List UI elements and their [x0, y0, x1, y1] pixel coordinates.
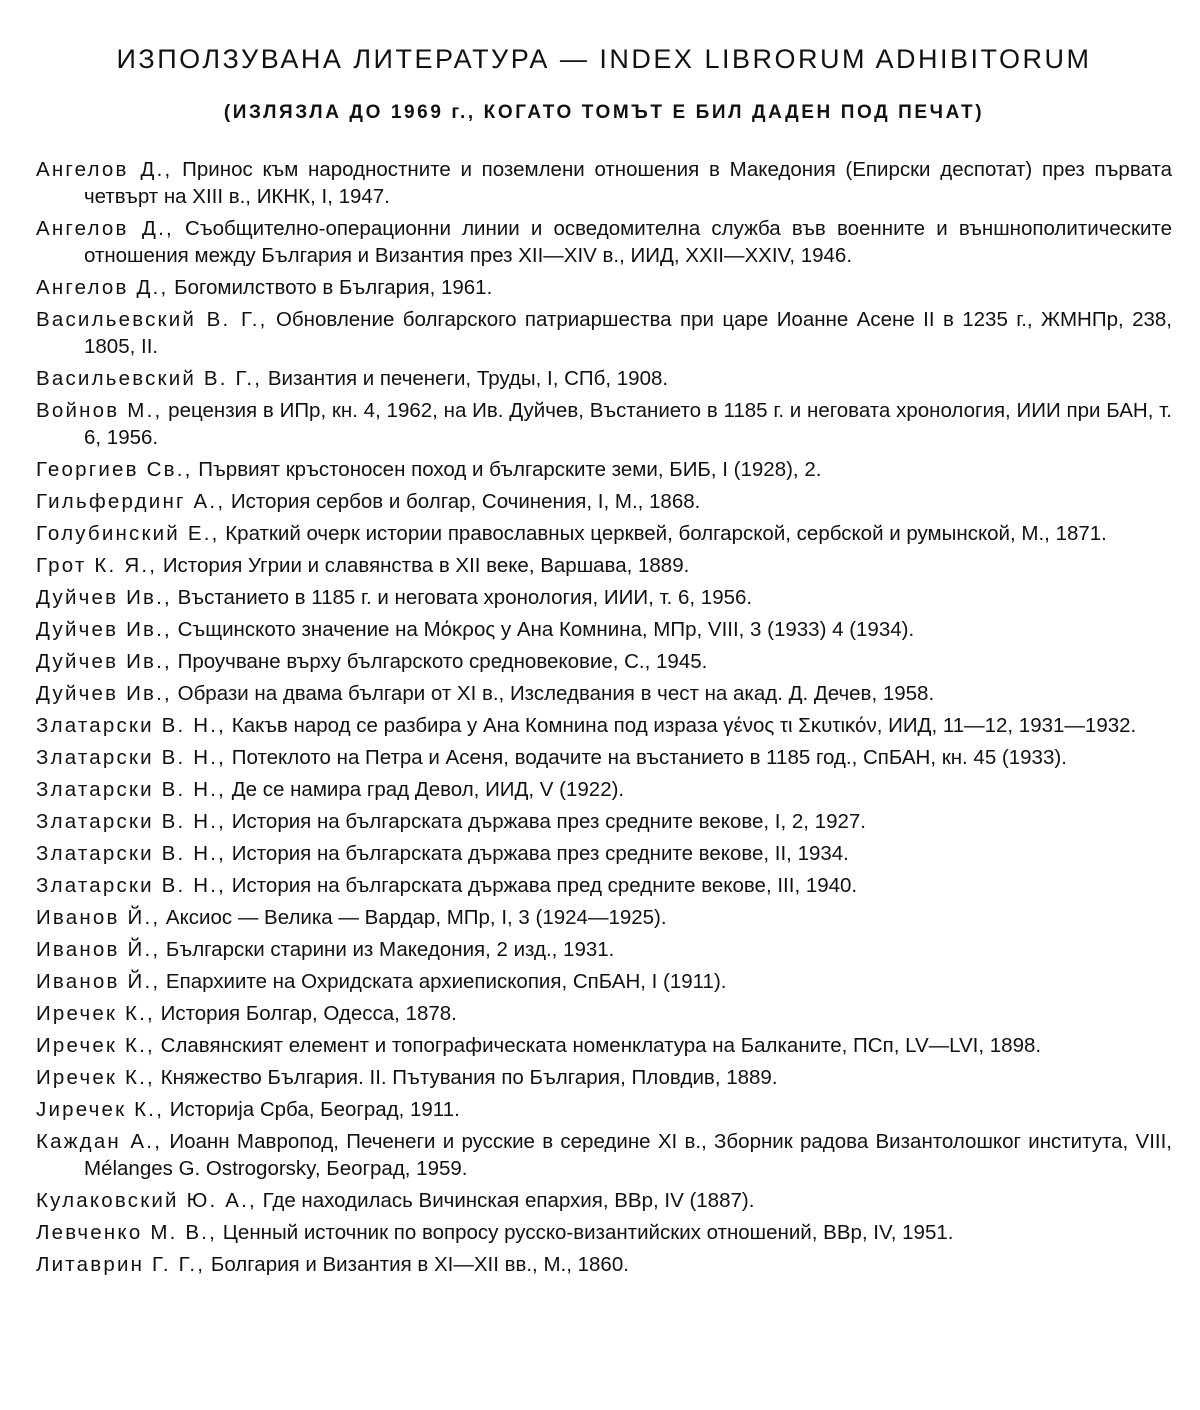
reference-text: Принос към народностните и поземлени отношения в Македония (Епирски деспотат) през първата четвърт на XIII в., ИКНК, I, 1947.: [84, 158, 1173, 208]
reference-text: Иоанн Мавропод, Печенеги и русские в середине XI в., Зборник радова Византолошког института, VIII, Mélanges G. Ostrogorsky, Београд, 1959.: [84, 1130, 1172, 1180]
reference-entry: [36, 584, 1172, 611]
reference-author: Јиречек К.,: [36, 1098, 165, 1121]
reference-entry: [36, 1064, 1172, 1091]
reference-entry: [36, 215, 1172, 269]
reference-entry: [36, 616, 1172, 643]
reference-entry: [36, 680, 1172, 707]
reference-entry: [36, 397, 1172, 451]
page-title: ИЗПОЛЗУВАНА ЛИТЕРАТУРА — INDEX LIBRORUM ADHIBITORUM: [116, 44, 1092, 74]
reference-entry: [36, 1096, 1172, 1123]
reference-author: Кулаковский Ю. А.,: [36, 1189, 257, 1212]
reference-entry: [36, 648, 1172, 675]
reference-entry: [36, 1219, 1172, 1246]
reference-author: Васильевский В. Г.,: [36, 367, 263, 390]
page-subtitle: (ИЗЛЯЗЛА ДО 1969 г., КОГАТО ТОМЪТ Е БИЛ ДАДЕН ПОД ПЕЧАТ): [223, 102, 985, 123]
reference-entry: [36, 712, 1172, 739]
reference-entry: [36, 872, 1172, 899]
reference-entry: [36, 968, 1172, 995]
reference-entry: [36, 274, 1172, 301]
reference-entry: [36, 1187, 1172, 1214]
reference-entry: [36, 808, 1172, 835]
reference-entry: [36, 1251, 1172, 1278]
reference-author: Левченко М. В.,: [36, 1221, 218, 1244]
reference-author: Златарски В. Н.,: [36, 842, 227, 865]
reference-entry: [36, 456, 1172, 483]
reference-text: рецензия в ИПр, кн. 4, 1962, на Ив. Дуйчев, Въстанието в 1185 г. и неговата хронология, ИИИ при БАН, т. 6, 1956.: [84, 399, 1172, 449]
reference-author: Иванов Й.,: [36, 906, 161, 929]
reference-text: Какъв народ се разбира у Ана Комнина под израза γένος τι Σκυτικόν, ИИД, 11—12, 1931—1932.: [226, 714, 1137, 737]
reference-text: История на българската държава пред средните векове, III, 1940.: [226, 874, 858, 897]
reference-entry: [36, 365, 1172, 392]
reference-text: Епархиите на Охридската архиепископия, СпБАН, I (1911).: [160, 970, 727, 993]
reference-author: Иречек К.,: [36, 1034, 155, 1057]
reference-text: Богомилството в България, 1961.: [168, 276, 493, 299]
reference-author: Войнов М.,: [36, 399, 163, 422]
reference-text: Първият кръстоносен поход и българските земи, БИБ, I (1928), 2.: [192, 458, 822, 481]
reference-author: Георгиев Св.,: [36, 458, 193, 481]
reference-entry: [36, 1032, 1172, 1059]
reference-text: История на българската държава през средните векове, I, 2, 1927.: [226, 810, 866, 833]
reference-author: Дуйчев Ив.,: [36, 682, 172, 705]
reference-author: Дуйчев Ив.,: [36, 618, 172, 641]
reference-text: Потеклото на Петра и Асеня, водачите на въстанието в 1185 год., СпБАН, кн. 45 (1933).: [226, 746, 1067, 769]
reference-text: Български старини из Македония, 2 изд., 1931.: [160, 938, 615, 961]
reference-author: Златарски В. Н.,: [36, 810, 227, 833]
reference-text: История Угрии и славянства в XII веке, Варшава, 1889.: [157, 554, 690, 577]
reference-text: Краткий очерк истории православных церквей, болгарской, сербской и румынской, М., 1871.: [219, 522, 1107, 545]
reference-author: Васильевский В. Г.,: [36, 308, 268, 331]
reference-author: Златарски В. Н.,: [36, 746, 227, 769]
reference-text: Съобщително-операционни линии и осведомителна служба във военните и външнополитическите отношения между България и Византия през XII—XIV в., ИИД, XXII—XXIV, 1946.: [84, 217, 1172, 267]
reference-entry: [36, 520, 1172, 547]
reference-text: Болгария и Византия в XI—XII вв., М., 1860.: [205, 1253, 629, 1276]
reference-entry: [36, 776, 1172, 803]
reference-entry: [36, 552, 1172, 579]
reference-text: Византия и печенеги, Труды, I, СПб, 1908.: [262, 367, 669, 390]
reference-text: Историја Срба, Београд, 1911.: [164, 1098, 460, 1121]
reference-text: Ценный источник по вопросу русско-византийских отношений, ВВр, IV, 1951.: [217, 1221, 954, 1244]
reference-author: Златарски В. Н.,: [36, 778, 227, 801]
reference-author: Каждан А.,: [36, 1130, 163, 1153]
reference-text: Княжество България. II. Пътувания по България, Пловдив, 1889.: [154, 1066, 778, 1089]
reference-entry: [36, 1128, 1172, 1182]
reference-list: [36, 156, 1172, 1278]
reference-author: Златарски В. Н.,: [36, 714, 227, 737]
reference-text: История на българската държава през средните векове, II, 1934.: [226, 842, 849, 865]
reference-text: Проучване върху българското средновековие, С., 1945.: [171, 650, 708, 673]
reference-entry: [36, 306, 1172, 360]
reference-text: Аксиос — Велика — Вардар, МПр, I, 3 (1924—1925).: [160, 906, 667, 929]
reference-author: Иречек К.,: [36, 1066, 155, 1089]
reference-author: Иванов Й.,: [36, 938, 161, 961]
reference-author: Иванов Й.,: [36, 970, 161, 993]
reference-text: Обновление болгарского патриаршества при царе Иоанне Асене II в 1235 г., ЖМНПр, 238, 1805, II.: [84, 308, 1172, 358]
reference-text: История Болгар, Одесса, 1878.: [154, 1002, 457, 1025]
reference-author: Грот К. Я.,: [36, 554, 158, 577]
reference-entry: [36, 1000, 1172, 1027]
reference-author: Дуйчев Ив.,: [36, 586, 172, 609]
reference-author: Гильфердинг А.,: [36, 490, 226, 513]
reference-author: Златарски В. Н.,: [36, 874, 227, 897]
reference-text: Образи на двама българи от XI в., Изследвания в чест на акад. Д. Дечев, 1958.: [171, 682, 935, 705]
reference-author: Ангелов Д.,: [36, 158, 173, 181]
reference-author: Ангелов Д.,: [36, 217, 174, 240]
reference-text: Същинското значение на Μόκρος у Ана Комнина, МПр, VIII, 3 (1933) 4 (1934).: [171, 618, 915, 641]
reference-entry: [36, 904, 1172, 931]
reference-author: Дуйчев Ив.,: [36, 650, 172, 673]
reference-author: Голубинский Е.,: [36, 522, 220, 545]
reference-text: Славянският елемент и топографическата номенклатура на Балканите, ПСп, LV—LVI, 1898.: [154, 1034, 1042, 1057]
reference-text: Где находилась Вичинская епархия, ВВр, IV (1887).: [256, 1189, 755, 1212]
reference-text: Въстанието в 1185 г. и неговата хронология, ИИИ, т. 6, 1956.: [171, 586, 753, 609]
reference-text: Де се намира град Девол, ИИД, V (1922).: [226, 778, 625, 801]
reference-entry: [36, 488, 1172, 515]
reference-entry: [36, 744, 1172, 771]
reference-entry: [36, 840, 1172, 867]
reference-author: Иречек К.,: [36, 1002, 155, 1025]
reference-author: Литаврин Г. Г.,: [36, 1253, 206, 1276]
reference-entry: [36, 156, 1172, 210]
reference-author: Ангелов Д.,: [36, 276, 169, 299]
reference-text: История сербов и болгар, Сочинения, I, М., 1868.: [225, 490, 701, 513]
reference-entry: [36, 936, 1172, 963]
